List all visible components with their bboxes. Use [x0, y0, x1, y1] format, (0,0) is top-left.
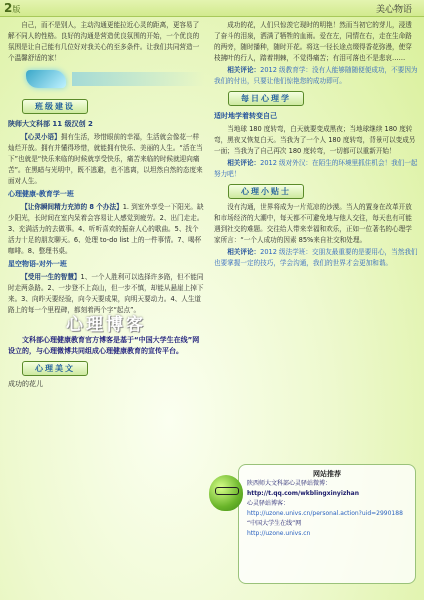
wisdom-paragraph: 【受用一生的智慧】1、一个人胜利可以选择许多路，但不能同时走两条路。2、一步登不上高山，但一步不慎，却能从悬崖上掉下来。3、向昨天要经验，向今天要成果，向明天要动力。4、人生道路上的每一个里程碑，都刻着两个字“起点”。 [8, 273, 204, 314]
weibo-label: 陕西师大文科部心灵驿站微博： [247, 480, 332, 487]
article-section-title: 心理美文 [22, 361, 88, 376]
class-name: 陕师大文科部 11 级汉创 2 [8, 120, 93, 128]
communication-paragraph: 没有沟通，世界将成为一片荒凉的沙漠。当人的置身在改革开放和市场经济的大潮中，每天都不可避免地与他人交往，每天也有可能遇到社交的难题。交往给人带来幸福和欢乐，正如一位著名的心理学家所言：“一个人成功的因素 85%来自社交和处理。 [214, 203, 412, 244]
page-number: 2版 [4, 1, 21, 15]
website-recommendation-box [238, 464, 416, 584]
daily-psychology-subtitle: 适时地学着转变自己 [214, 112, 277, 120]
header-bar [0, 0, 424, 17]
univs-label: “中国大学生在线”网 [247, 520, 302, 527]
related-comment-3: 相关评论：2012 级法学班：交朋友最重要的是要用心，当然我们也要掌握一定的技巧，学会沟通，我们的世界才会更加和谐。 [214, 248, 418, 267]
article-subtitle: 成功的花儿 [8, 380, 43, 388]
class-building-title: 班级建设 [22, 99, 88, 114]
banner-band [72, 72, 204, 86]
article-paragraph: 成功的花，人们只惊羡它现时的明艳！然而当初它的芽儿，浸透了奋斗的泪泉，洒满了牺牲的血雨。爱在左，同情在右，走在生命路的两旁，随时播种，随时开花。将这一径长途点缀得香花弥漫，使穿枝拂叶的行人，踏着荆棘，不觉得痛苦；有泪可落也不是悲哀…… [214, 21, 412, 62]
right-column [214, 20, 418, 270]
blog-link[interactable]: http://uzone.univs.cn/personal.action?uid=2990188 [247, 510, 403, 517]
turn-around-paragraph: 当地球 180 度转弯，白天就要变成黑夜；当地球继续 180 度转弯，黑夜又恢复白天。当我为了一个人 180 度转弯，背景可以变成另一面；当我为了自己再次 180 度转弯，一切都可以重新开始！ [214, 125, 416, 155]
blog-description: 文科部心理健康教育官方博客是基于“中国大学生在线”网设立的，与心理微博共同组成心理健康教育的宣传平台。 [8, 336, 200, 355]
open-book-icon [26, 70, 66, 88]
related-comment-1: 相关评论：2012 级教育学：没有人能够随随便便成功，不要因为我们的付出，只要让他们惊艳您的成功即可。 [214, 66, 418, 85]
daily-psychology-title: 每日心理学 [228, 91, 304, 106]
weibo-link[interactable]: http://t.qq.com/wkblingxinyizhan [247, 490, 359, 497]
intro-paragraph: 自己，而不是别人，主动沟通更能拉近心灵的距离，更容易了解不同人的性格。良好的沟通是营造优良氛围的开始，一个优良的氛围是让自己能有几位好对我关心的至多条件。让我们共同营造一个温馨舒适的家！ [8, 21, 200, 62]
blog-title: 心理博客 [66, 315, 146, 335]
univs-link[interactable]: http://uzone.univs.cn [247, 530, 311, 537]
left-column [8, 20, 204, 390]
blog-label: 心灵驿站博客： [247, 500, 290, 507]
website-recommendation-title: 网站推荐 [313, 470, 341, 478]
class-subtitle-1: 心理健康-教育学一班 [8, 190, 74, 198]
energy-tips-paragraph: 【让你瞬间精力充沛的 8 个办法】1. 到室外享受一下阳光。缺少阳光，长时间在室内呆着会容易让人感觉到疲劳。2、出门走走。3、充满活力的去做事。4、听听喜欢的振奋人心的歌曲。5、找个活力十足的朋友聊天。6、处理 to-do list 上的一件事情。7、喝杯咖啡。8、整理书桌。 [8, 203, 204, 255]
column-title: 美心物语 [375, 5, 412, 15]
apple-mascot-icon [209, 475, 243, 511]
soul-words-paragraph: 【心灵小语】拥有生活，珍惜眼前的幸福，生活就会像花一样灿烂开放。拥有并懂得珍惜，就能拥有快乐、美丽的人生。“活在当下”也就是“快乐来临的时候就享受快乐，痛苦来临的时候就迎向痛苦”。在黑暗与光明中，既不逃避，也不逃离，以坦然自然的态度来面对人生。 [8, 133, 203, 185]
open-book-banner [8, 66, 204, 92]
class-subtitle-2: 星空物语-对外一班 [8, 260, 67, 268]
related-comment-2: 相关评论：2012 级对外汉：在陌生的环境里抓住机会！我们一起努力吧！ [214, 159, 418, 178]
tips-section-title: 心理小贴士 [228, 184, 304, 199]
